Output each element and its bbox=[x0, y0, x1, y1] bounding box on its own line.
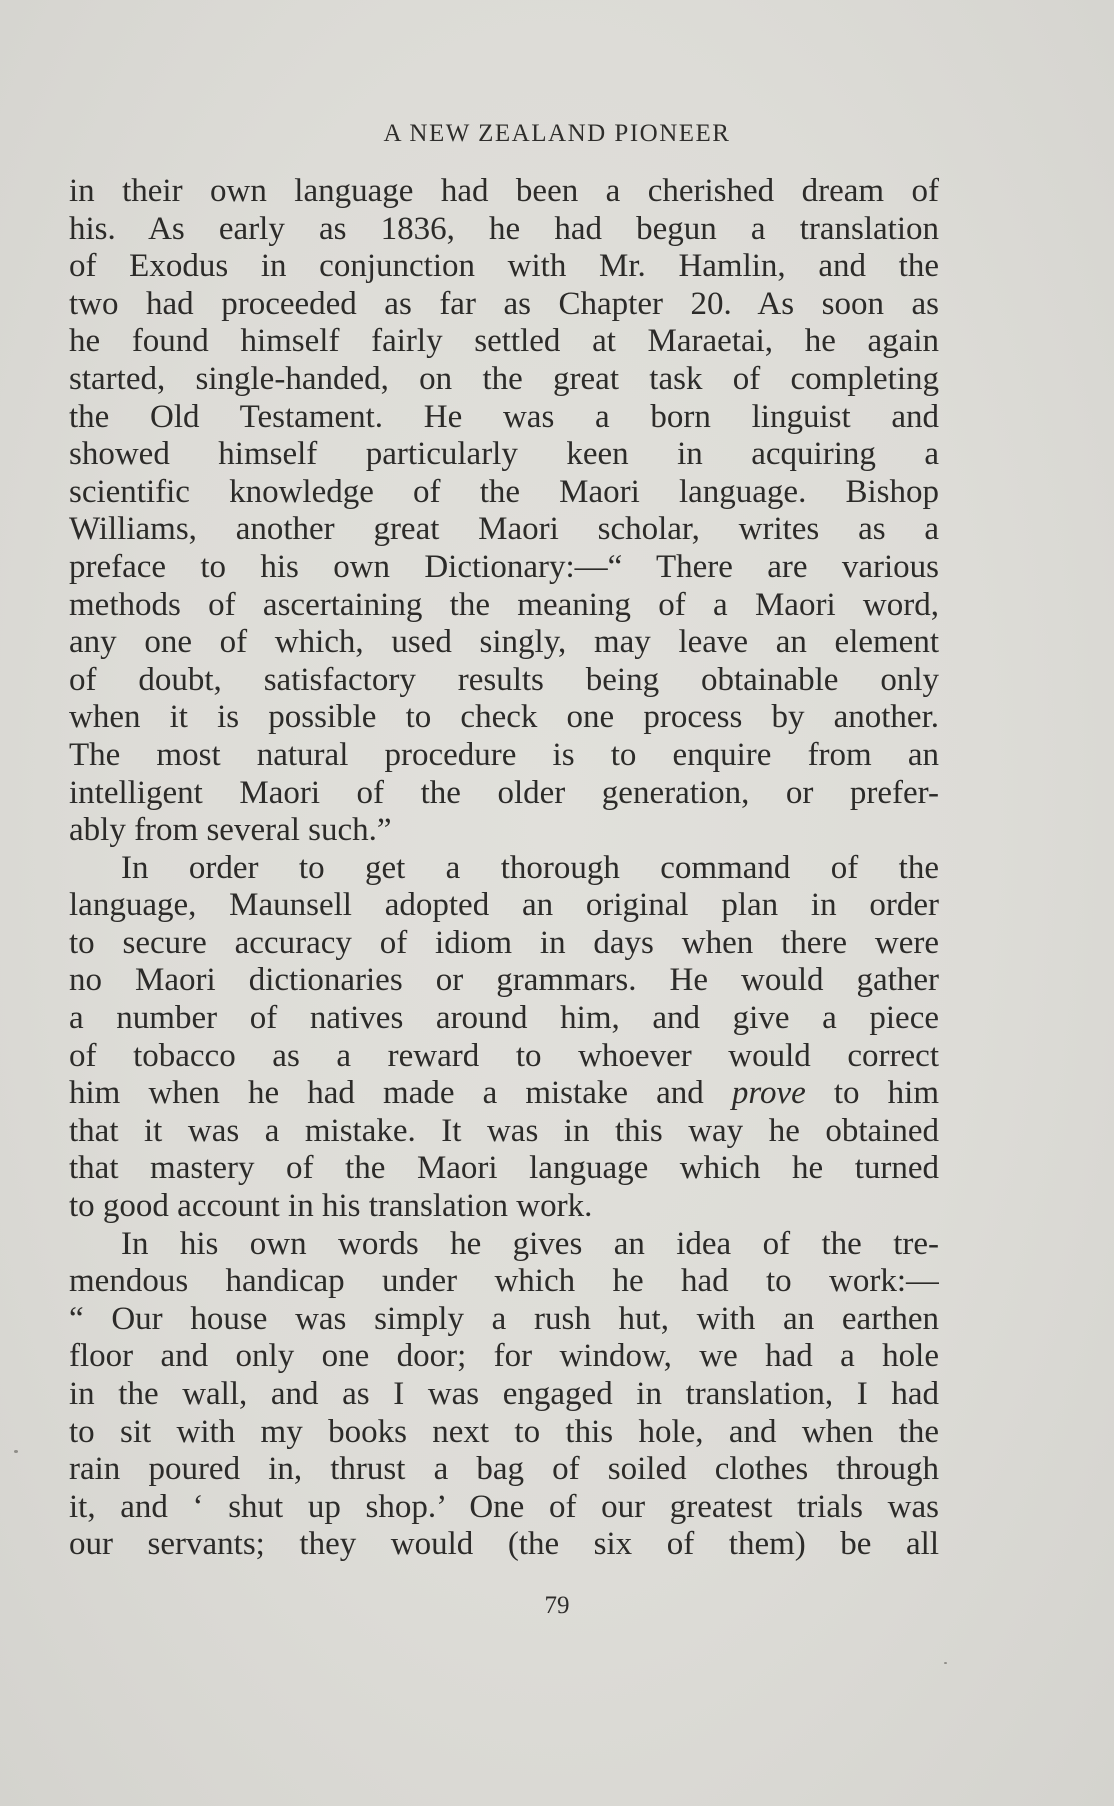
emphasis: prove bbox=[731, 1075, 806, 1112]
text-line: “ Our house was simply a rush hut, with an earthen bbox=[69, 1300, 939, 1337]
text-line: ably from several such.” bbox=[69, 812, 392, 849]
text-line: that mastery of the Maori language which he turned bbox=[69, 1150, 939, 1187]
text-line: rain poured in, thrust a bag of soiled clothes through bbox=[69, 1451, 939, 1488]
body-text bbox=[69, 173, 939, 1564]
paper-speck bbox=[944, 1662, 947, 1664]
text-line: preface to his own Dictionary:—“ There are various bbox=[69, 548, 939, 585]
text-line: intelligent Maori of the older generation, or prefer- bbox=[69, 774, 939, 811]
text-line: his. As early as 1836, he had begun a translation bbox=[69, 210, 939, 247]
text-line: of Exodus in conjunction with Mr. Hamlin, and the bbox=[69, 248, 939, 285]
text-line: mendous handicap under which he had to work:— bbox=[69, 1263, 939, 1300]
text-line: language, Maunsell adopted an original plan in order bbox=[69, 887, 939, 924]
text-line: when it is possible to check one process by another. bbox=[69, 699, 939, 736]
paper-speck bbox=[14, 1450, 18, 1453]
text-line: In his own words he gives an idea of the tre- bbox=[121, 1225, 939, 1262]
text-line: Williams, another great Maori scholar, writes as a bbox=[69, 511, 939, 548]
text-line: of doubt, satisfactory results being obtainable only bbox=[69, 661, 939, 698]
text-line: our servants; they would (the six of them) be all bbox=[69, 1526, 939, 1563]
text-line: in the wall, and as I was engaged in translation, I had bbox=[69, 1376, 939, 1412]
page-number: 79 bbox=[544, 1592, 570, 1619]
text-line: two had proceeded as far as Chapter 20. As soon as bbox=[69, 285, 939, 322]
text-line: no Maori dictionaries or grammars. He would gather bbox=[69, 962, 939, 999]
text-line: of tobacco as a reward to whoever would correct bbox=[69, 1037, 939, 1074]
text-line: any one of which, used singly, may leave an element bbox=[69, 624, 939, 661]
text-line: to sit with my books next to this hole, and when the bbox=[69, 1413, 939, 1450]
text-line: in their own language had been a cherished dream of bbox=[69, 173, 939, 209]
text-line: floor and only one door; for window, we had a hole bbox=[69, 1338, 939, 1375]
text-line: The most natural procedure is to enquire from an bbox=[69, 736, 939, 773]
text-line: that it was a mistake. It was in this way he obtained bbox=[69, 1112, 939, 1149]
text-line: the Old Testament. He was a born linguist and bbox=[69, 398, 939, 435]
text-line: methods of ascertaining the meaning of a Maori word, bbox=[69, 586, 939, 623]
text-line: to secure accuracy of idiom in days when there were bbox=[69, 924, 939, 961]
text-line: showed himself particularly keen in acquiring a bbox=[69, 436, 939, 473]
text-line: In order to get a thorough command of the bbox=[121, 849, 939, 886]
text-line: scientific knowledge of the Maori language. Bishop bbox=[69, 473, 939, 510]
text-line: started, single-handed, on the great task of completing bbox=[69, 360, 939, 397]
text-line: to good account in his translation work. bbox=[69, 1188, 593, 1225]
text-line: a number of natives around him, and give a piece bbox=[69, 1000, 939, 1037]
text-line: he found himself fairly settled at Maraetai, he again bbox=[69, 323, 939, 360]
text-line: him when he had made a mistake and prove to him bbox=[69, 1075, 939, 1112]
text-line: it, and ‘ shut up shop.’ One of our greatest trials was bbox=[69, 1488, 939, 1525]
running-head: A NEW ZEALAND PIONEER bbox=[383, 120, 731, 147]
